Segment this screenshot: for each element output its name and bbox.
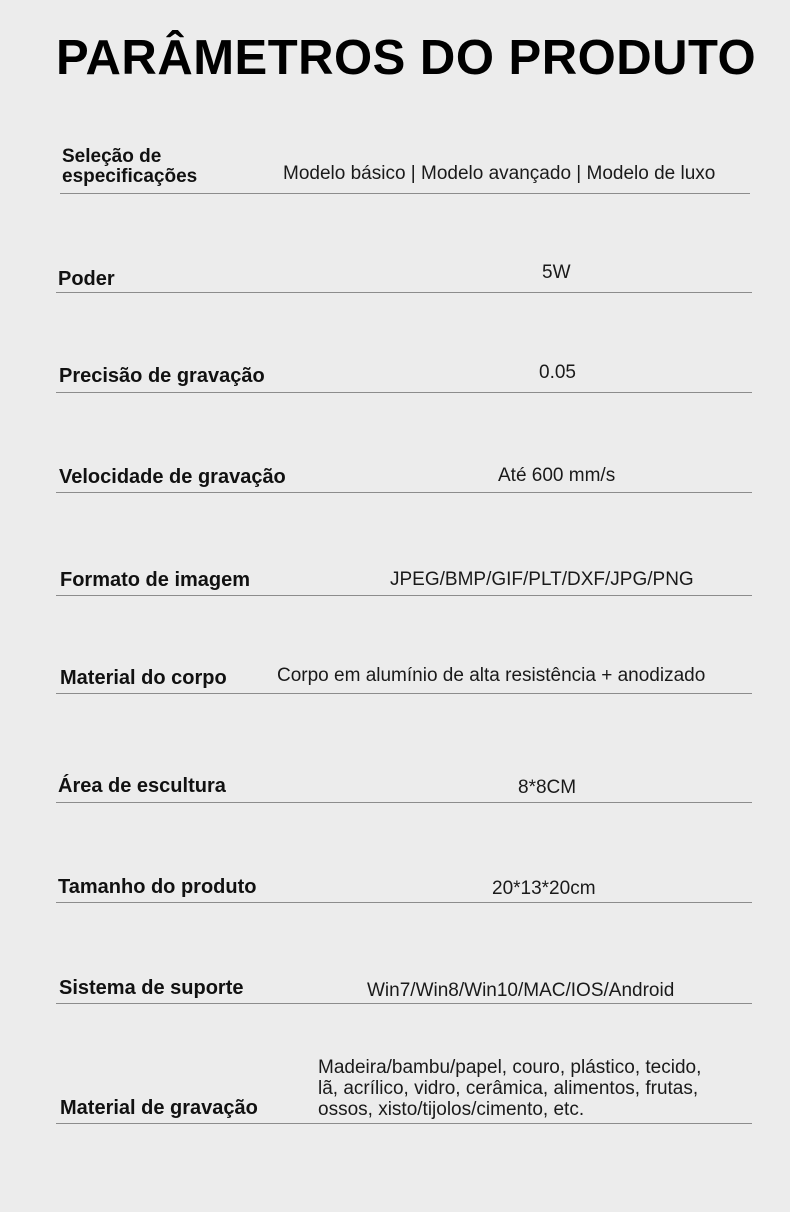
spec-label: Tamanho do produto bbox=[58, 876, 257, 898]
spec-value: 8*8CM bbox=[518, 777, 577, 798]
spec-value: JPEG/BMP/GIF/PLT/DXF/JPG/PNG bbox=[390, 569, 694, 590]
row-divider bbox=[56, 392, 752, 393]
spec-value: Corpo em alumínio de alta resistência + anodizado bbox=[277, 665, 706, 686]
spec-value: Até 600 mm/s bbox=[498, 465, 616, 486]
row-divider bbox=[56, 595, 752, 596]
row-divider bbox=[56, 292, 752, 293]
spec-label: Velocidade de gravação bbox=[59, 466, 286, 488]
spec-value-line: lã, acrílico, vidro, cerâmica, alimentos, frutas, bbox=[318, 1078, 699, 1099]
spec-value bbox=[318, 1057, 701, 1120]
spec-value: 20*13*20cm bbox=[492, 878, 596, 899]
spec-value: 5W bbox=[542, 262, 571, 283]
spec-value: Win7/Win8/Win10/MAC/IOS/Android bbox=[367, 980, 675, 1001]
spec-value-line: Madeira/bambu/papel, couro, plástico, tecido, bbox=[318, 1057, 702, 1078]
spec-label: Sistema de suporte bbox=[59, 977, 244, 999]
spec-value: Modelo básico | Modelo avançado | Modelo de luxo bbox=[283, 163, 716, 184]
spec-value: 0.05 bbox=[539, 362, 576, 383]
spec-label: Material do corpo bbox=[60, 667, 227, 689]
row-divider bbox=[56, 902, 752, 903]
row-divider bbox=[56, 802, 752, 803]
row-divider bbox=[56, 693, 752, 694]
spec-label: Formato de imagem bbox=[60, 569, 251, 591]
row-divider bbox=[56, 1123, 752, 1124]
spec-label-line: Seleção de bbox=[62, 146, 162, 167]
row-divider bbox=[56, 1003, 752, 1004]
spec-label: Precisão de gravação bbox=[59, 365, 265, 387]
spec-label: Área de escultura bbox=[58, 775, 226, 797]
spec-value-line: ossos, xisto/tijolos/cimento, etc. bbox=[318, 1099, 585, 1120]
spec-label: Poder bbox=[58, 268, 115, 290]
spec-label-line: especificações bbox=[62, 166, 198, 187]
spec-label bbox=[62, 147, 197, 187]
row-divider bbox=[56, 492, 752, 493]
spec-label: Material de gravação bbox=[60, 1097, 258, 1119]
page-title: PARÂMETROS DO PRODUTO bbox=[56, 31, 757, 85]
row-divider bbox=[60, 193, 750, 194]
